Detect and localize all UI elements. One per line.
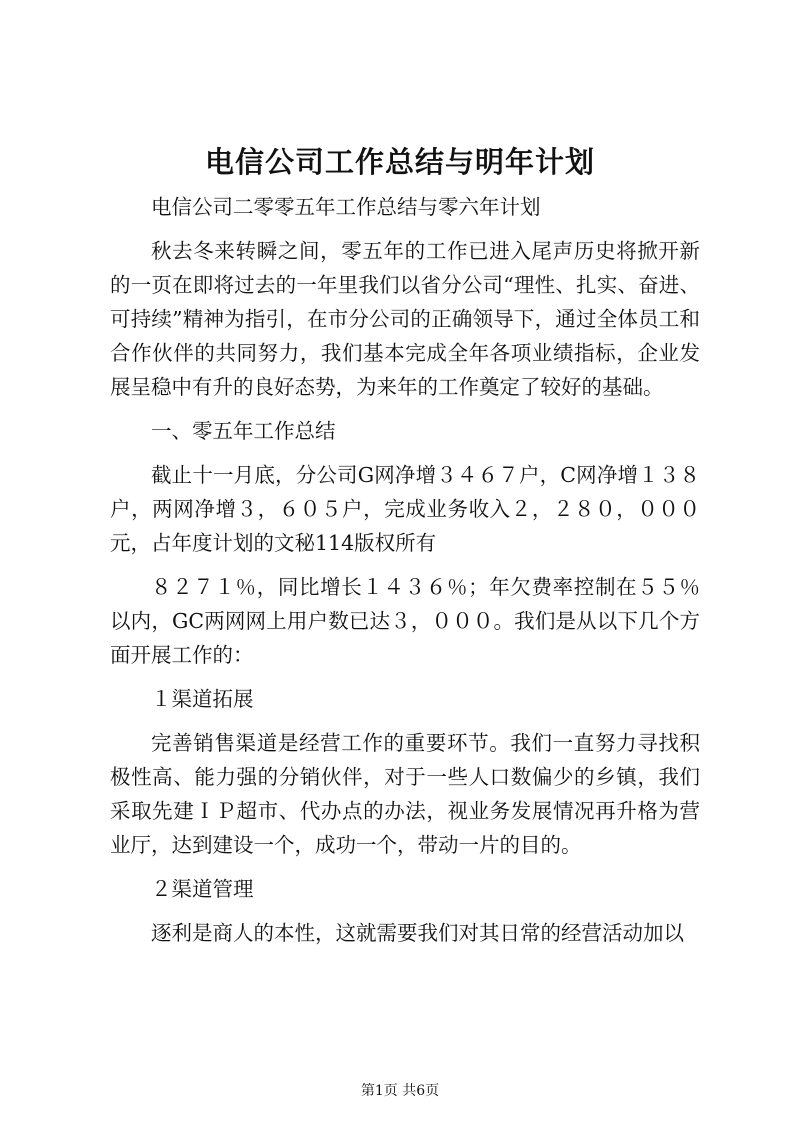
paragraph-subtitle: 电信公司二零零五年工作总结与零六年计划 xyxy=(151,195,541,219)
section-heading-summary: 一、零五年工作总结 xyxy=(151,419,336,443)
paragraph-statistics: 截止十一月底，分公司G网净增３４６７户，C网净增１３８户，两网净增３，６０５户，完成业务收入２，２８０，０００元，占年度计划的文秘114版权所有 xyxy=(110,463,700,555)
paragraph-statistics-continued: ８２７１％，同比增长１４３６％；年欠费率控制在５５％以内，GC两网网上用户数已达３，０００。我们是从以下几个方面开展工作的： xyxy=(110,575,700,667)
page-footer: 第1页 共6页 xyxy=(360,1083,440,1099)
paragraph-channel-expansion: 完善销售渠道是经营工作的重要环节。我们一直努力寻找积极性高、能力强的分销伙伴，对于一些人口数偏少的乡镇，我们采取先建ＩＰ超市、代办点的办法，视业务发展情况再升格为营业厅，达到建设一个，成功一个，带动一片的目的。 xyxy=(110,731,700,857)
subheading-channel-management: ２渠道管理 xyxy=(151,877,254,901)
paragraph-intro: 秋去冬来转瞬之间，零五年的工作已进入尾声历史将掀开新的一页在即将过去的一年里我们以省分公司“理性、扎实、奋进、可持续”精神为指引，在市分公司的正确领导下，通过全体员工和合作伙伴的共同努力，我们基本完成全年各项业绩指标，企业发展呈稳中有升的良好态势，为来年的工作奠定了较好的基础。 xyxy=(110,239,700,399)
document-title: 电信公司工作总结与明年计划 xyxy=(204,145,595,179)
subheading-channel-expansion: １渠道拓展 xyxy=(151,687,254,711)
document-body xyxy=(110,190,700,960)
paragraph-channel-management: 逐利是商人的本性，这就需要我们对其日常的经营活动加以 xyxy=(151,921,684,945)
